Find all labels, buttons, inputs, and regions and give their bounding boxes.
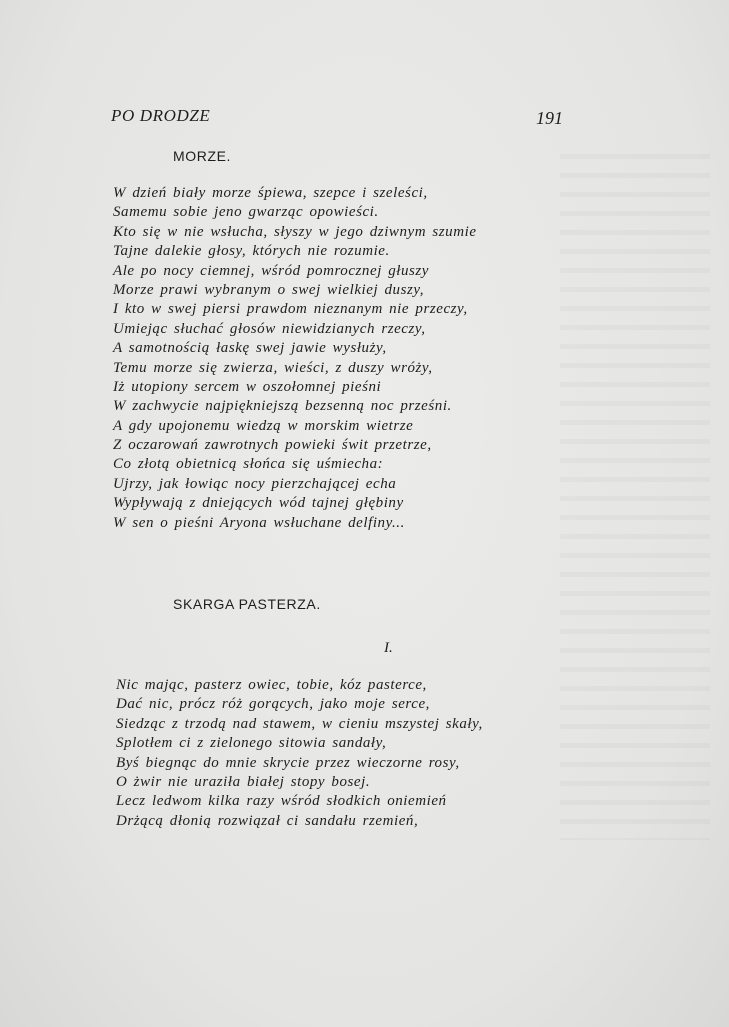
poem-line: Wypływają z dniejących wód tajnej głębiny [113, 495, 404, 512]
running-head: PO DRODZE [111, 106, 211, 125]
poem-title-morze: MORZE. [173, 148, 232, 164]
poem-line: Ale po nocy ciemnej, wśród pomrocznej głuszy [113, 262, 430, 279]
poem-line: W dzień biały morze śpiewa, szepce i szeleści, [113, 185, 428, 201]
poem-line: Co złotą obietnicą słońca się uśmiecha: [113, 456, 384, 473]
poem-line: Nic mając, pasterz owiec, tobie, kóz pasterce, [116, 677, 427, 693]
poem-line: Ujrzy, jak łowiąc nocy pierzchającej echa [113, 475, 397, 492]
poem-line: Dać nic, prócz róż gorących, jako moje serce, [116, 696, 430, 713]
poem-line: Lecz ledwom kilka razy wśród słodkich oniemień [116, 793, 447, 810]
poem-line: Tajne dalekie głosy, których nie rozumie. [113, 243, 390, 260]
poem-line: I kto w swej piersi prawdom nieznanym nie przeczy, [113, 301, 468, 318]
poem-title-skarga-pasterza: SKARGA PASTERZA. [173, 596, 321, 612]
poem-line: Temu morze się zwierza, wieści, z duszy wróży, [113, 359, 433, 376]
poem-line: Siedząc z trzodą nad stawem, w cieniu mszystej skały, [116, 715, 483, 732]
poem-line: Drżącą dłonią rozwiązał ci sandału rzemień, [116, 812, 419, 829]
show-through-text [560, 140, 710, 840]
poem-line: Iż utopiony sercem w oszołomnej pieśni [113, 378, 382, 395]
poem-skarga-pasterza [116, 676, 483, 831]
poem-line: W zachwycie najpiękniejszą bezsenną noc prześni. [113, 398, 452, 415]
poem-line: A gdy upojonemu wiedzą w morskim wietrze [113, 417, 414, 434]
poem-line: O żwir nie uraziła białej stopy bosej. [116, 773, 371, 790]
poem-line: Samemu sobie jeno gwarząc opowieści. [113, 204, 379, 221]
poem-line: Splotłem ci z zielonego sitowia sandały, [116, 735, 387, 752]
poem-line: Morze prawi wybranym o swej wielkiej duszy, [113, 281, 425, 298]
poem-line: Kto się w nie wsłucha, słyszy w jego dziwnym szumie [113, 223, 477, 240]
poem-line: W sen o pieśni Aryona wsłuchane delfiny... [113, 514, 405, 531]
part-number: I. [384, 640, 393, 656]
poem-line: Byś biegnąc do mnie skrycie przez wieczorne rosy, [116, 754, 460, 771]
page-number: 191 [536, 108, 563, 128]
poem-line: Umiejąc słuchać głosów niewidzianych rzeczy, [113, 320, 426, 337]
poem-line: A samotnością łaskę swej jawie wysłuży, [113, 340, 387, 357]
poem-line: Z oczarowań zawrotnych powieki świt przetrze, [113, 437, 432, 454]
poem-morze [113, 184, 477, 533]
